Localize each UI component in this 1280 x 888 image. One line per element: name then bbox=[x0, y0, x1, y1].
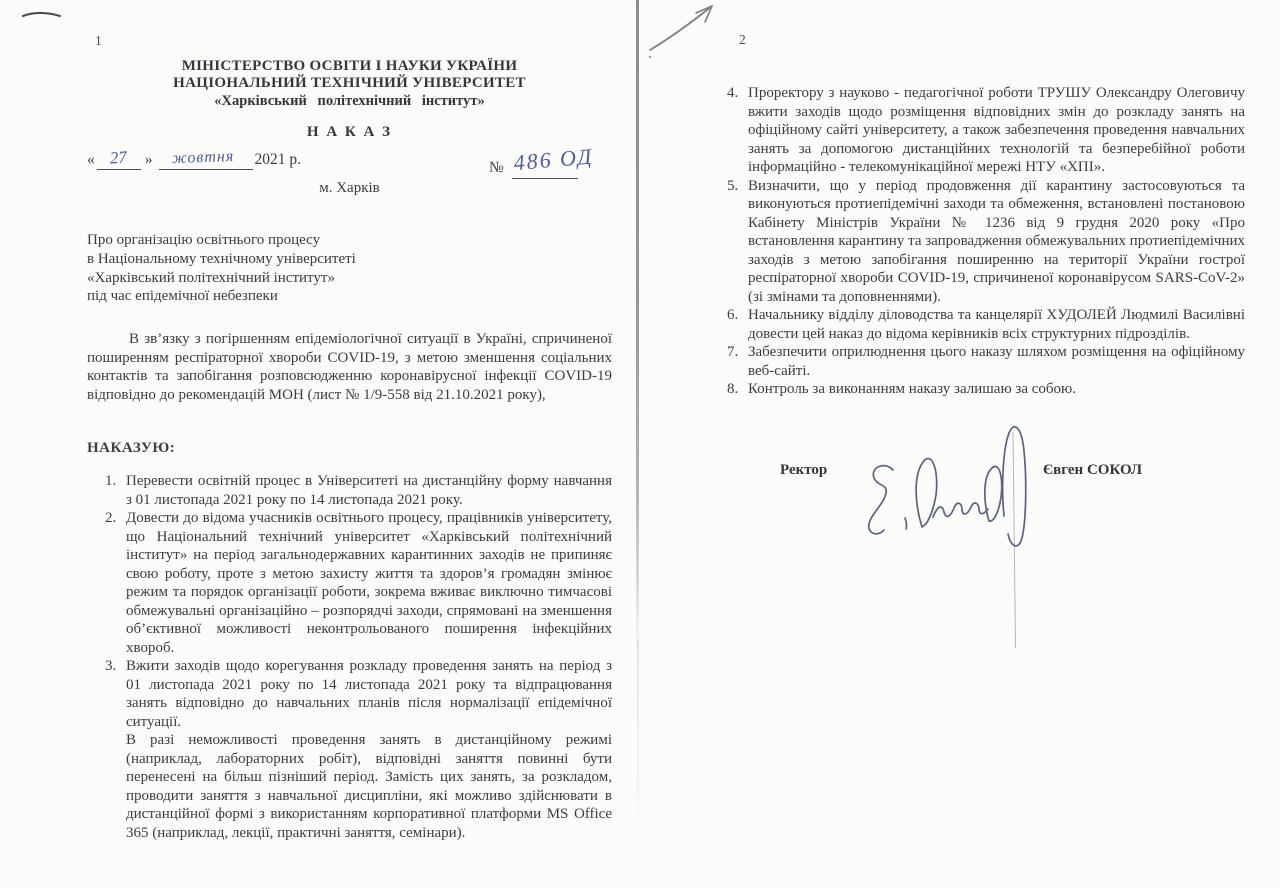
item-number: 1. bbox=[105, 473, 117, 489]
item-text: Контроль за виконанням наказу залишаю за собою. bbox=[748, 381, 1076, 397]
year-label: 2021 р. bbox=[254, 151, 301, 168]
order-items-page2 bbox=[727, 84, 1245, 399]
item-text: Перевести освітній процес в Університеті на дистанційну форму навчання з 01 листопада 2021 року по 14 листопада 2021 року. bbox=[126, 473, 612, 508]
date-line bbox=[87, 149, 301, 170]
order-title: Н А К А З bbox=[306, 124, 393, 140]
item-number: 6. bbox=[727, 307, 739, 323]
number-sign: № bbox=[489, 159, 504, 176]
item-text: Довести до відома учасників освітнього процесу, працівників університету, що Національний технічний університет «Харківський політехнічний інститут» на період загальнодержавних карантинних заходів не припиняє свою роботу, проте з метою захисту життя та здоров’я громадян змінює режим та порядок організації роботи, зокрема вживає виключно тимчасові обмежувальні організаційно – розпорядчі заходи, спрямовані на зменшення об’єктивної можливості неконтрольованого поширення інфекційних хвороб. bbox=[126, 510, 612, 656]
subject-line: під час епідемічної небезпеки bbox=[87, 288, 278, 305]
item-paragraph: Вжити заходів щодо корегування розкладу проведення занять на період з 01 листопада 2021 року по 14 листопада 2021 року та відпрацювання занять відповідно до навчальних планів після нормалізації епідемічної ситуації. bbox=[126, 658, 612, 730]
item-number: 5. bbox=[727, 177, 739, 194]
pen-mark-icon bbox=[23, 13, 60, 16]
handwritten-order-number: 486 ОД bbox=[512, 143, 595, 176]
order-items-page1 bbox=[105, 472, 612, 842]
order-item-8 bbox=[727, 380, 1245, 399]
city-label: м. Харків bbox=[319, 180, 380, 196]
item-number: 2. bbox=[105, 510, 117, 526]
signature bbox=[869, 427, 1026, 648]
item-paragraph: В разі неможливості проведення занять в дистанційному режимі (наприклад, лабораторних робіт), відповідні заняття повинні бути перенесені на більш пізніший період. Замість цих занять, за розкладом, проводити заняття з навчальної дисципліни, які можливо здійснювати в дистанційної формі з використанням корпоративної платформи MS Office 365 (наприклад, лекції, практичні заняття, семінари). bbox=[126, 732, 612, 841]
item-text bbox=[126, 657, 612, 842]
order-word: НАКАЗУЮ: bbox=[87, 440, 176, 456]
university-line: НАЦІОНАЛЬНИЙ ТЕХНІЧНИЙ УНІВЕРСИТЕТ bbox=[173, 75, 526, 91]
intro-paragraph: В зв’язку з погіршенням епідеміологічної ситуації в Україні, спричиненої поширенням респіраторної хвороби COVID-19, з метою зменшення соціальних контактів та запобігання розповсюдженню коронавірусної інфекції COVID-19 відповідно до рекомендацій МОН (лист № 1/9-558 від 21.10.2021 року), bbox=[87, 331, 612, 403]
page-divider-faint bbox=[637, 640, 639, 860]
signer-role: Ректор bbox=[780, 462, 828, 478]
open-quote: « bbox=[87, 151, 95, 168]
item-number: 3. bbox=[105, 658, 117, 674]
number-slot bbox=[512, 143, 595, 179]
order-item-6 bbox=[727, 306, 1245, 343]
order-item-7 bbox=[727, 343, 1245, 380]
subject-block bbox=[87, 231, 417, 306]
subject-line: «Харківський політехнічний інститут» bbox=[87, 269, 335, 286]
ministry-header bbox=[87, 58, 612, 110]
page2-number: 2 bbox=[739, 32, 746, 47]
page-divider bbox=[636, 0, 639, 660]
close-quote: » bbox=[144, 151, 153, 168]
order-number-line bbox=[489, 143, 595, 179]
item-text: Проректору з науково - педагогічної роботи ТРУШУ Олександру Олеговичу вжити заходів щодо розміщення відповідних змін до розкладу занять на офіційному сайті університету, а також забезпечення проведення навчальних занять за допомогою дистанційних технологій та безперебійної роботи інформаційно - телекомунікаційної мережі НТУ «ХПІ». bbox=[748, 85, 1245, 175]
order-item-3 bbox=[105, 657, 612, 842]
ministry-line: МІНІСТЕРСТВО ОСВІТИ І НАУКИ УКРАЇНИ bbox=[181, 58, 518, 74]
item-text: Начальнику відділу діловодства та канцелярії ХУДОЛЕЙ Людмилі Василівні довести цей наказ до відома керівників всіх структурних підрозділів. bbox=[748, 307, 1245, 342]
page1-number: 1 bbox=[95, 33, 102, 48]
signer-name: Євген СОКОЛ bbox=[1043, 462, 1143, 478]
subject-line: Про організацію освітнього процесу bbox=[87, 232, 321, 248]
item-text: Забезпечити оприлюднення цього наказу шляхом розміщення на офіційному веб-сайті. bbox=[748, 344, 1245, 379]
day-slot bbox=[97, 149, 141, 170]
order-item-5 bbox=[727, 177, 1245, 307]
handwritten-day: 27 bbox=[109, 147, 128, 168]
institute-line: «Харківський політехнічний інститут» bbox=[214, 93, 485, 109]
item-text: Визначити, що у період продовження дії карантину застосовуються та виконуються протиепідемічні заходи та обмеження, встановлені постановою Кабінету Міністрів України № 1236 від 9 грудня 2020 року «Про встановлення карантину та запровадження обмежувальних протиепідемічних заходів з метою запобігання поширенню на території України гострої респіраторної хвороби COVID-19, спричиненої коронавірусом SARS-CoV-2» (зі змінами та доповненнями). bbox=[748, 177, 1245, 305]
order-item-1 bbox=[105, 472, 612, 509]
month-slot bbox=[159, 147, 253, 170]
handwritten-month: жовтня bbox=[171, 147, 235, 168]
order-item-4 bbox=[727, 84, 1245, 177]
item-number: 4. bbox=[727, 85, 739, 101]
arrow-mark-icon bbox=[649, 6, 712, 58]
subject-line: в Національному технічному університеті bbox=[87, 250, 356, 267]
item-number: 7. bbox=[727, 344, 739, 360]
order-item-2 bbox=[105, 509, 612, 657]
item-number: 8. bbox=[727, 381, 739, 397]
